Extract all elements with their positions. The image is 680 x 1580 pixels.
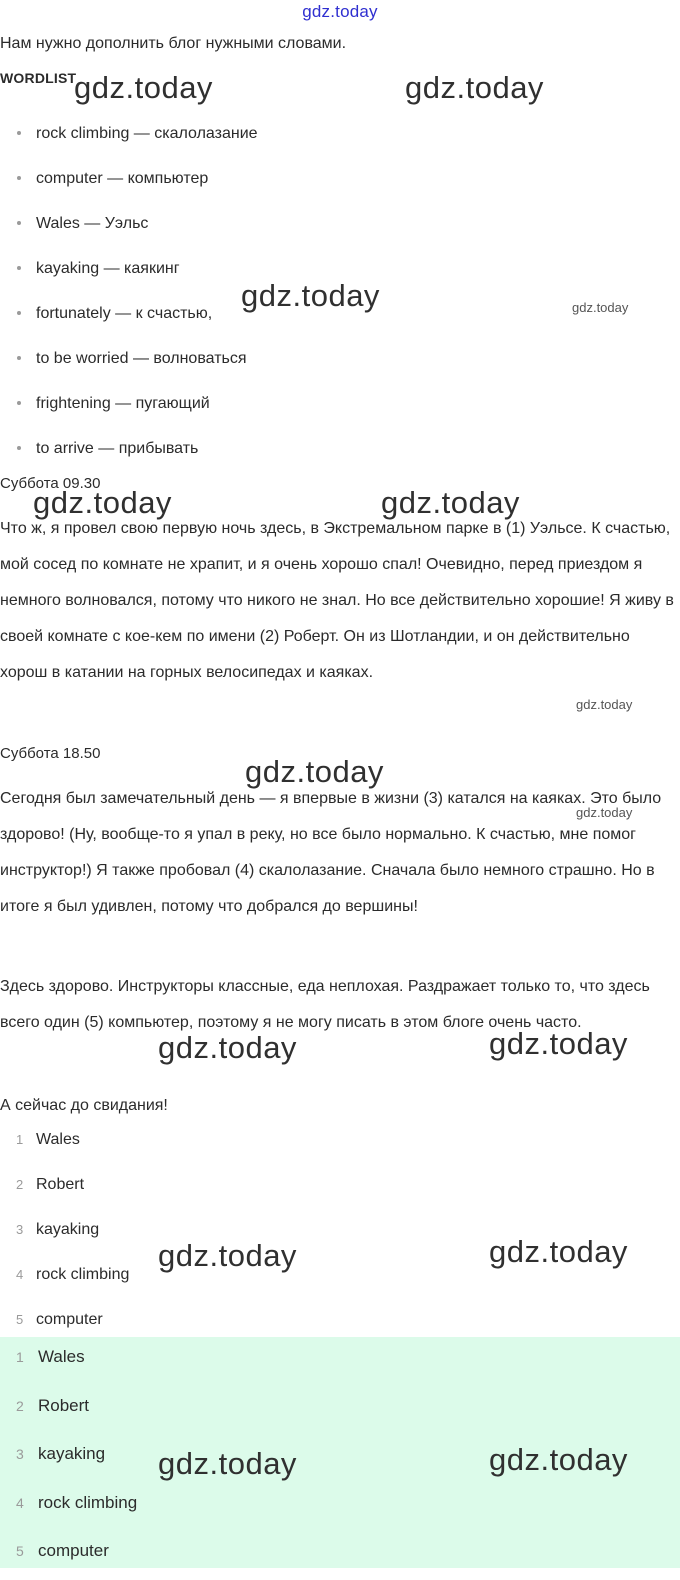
solution-number: 5 xyxy=(16,1543,24,1559)
wordlist xyxy=(0,111,258,471)
list-item xyxy=(0,1297,680,1342)
watermark: gdz.today xyxy=(489,1026,628,1061)
watermark-top: gdz.today xyxy=(302,2,378,21)
answer-number: 4 xyxy=(16,1267,24,1282)
list-item xyxy=(0,1483,680,1532)
answer-number: 3 xyxy=(16,1222,24,1237)
solution-number: 2 xyxy=(16,1397,24,1414)
solution-number: 3 xyxy=(16,1446,24,1462)
watermark: gdz.today xyxy=(489,1234,628,1269)
list-item xyxy=(0,1117,680,1162)
farewell: А сейчас до свидания! xyxy=(0,1097,168,1114)
wordlist-item: kayaking — каякинг xyxy=(0,246,258,291)
solution-text: Wales xyxy=(38,1347,85,1366)
watermark: gdz.today xyxy=(33,485,172,520)
list-item xyxy=(0,1162,680,1207)
answer-list xyxy=(0,1117,680,1342)
wordlist-item: frightening — пугающий xyxy=(0,381,258,426)
watermark: gdz.today xyxy=(489,1442,628,1477)
blog-entry-2-time: Суббота 18.50 xyxy=(0,745,101,762)
watermark: gdz.today xyxy=(74,70,213,105)
blog-entry-1-text: Что ж, я провел свою первую ночь здесь, в Экстремальном парке в (1) Уэльсе. К счастью, мой сосед по комнате не храпит, и я очень хорошо спал! Очевидно, перед приездом я немного волновался, потому что никого не знал. Но все действительно хорошие! Я живу в своей комнате с кое-кем по имени (2) Роберт. Он из Шотландии, и он действительно хорош в катании на горных велосипедах и каяках. xyxy=(0,520,674,681)
list-item xyxy=(0,1386,680,1435)
answer-text: Robert xyxy=(36,1176,85,1193)
task-intro: Нам нужно дополнить блог нужными словами. xyxy=(0,35,347,52)
wordlist-item: to arrive — прибывать xyxy=(0,426,258,471)
solution-text: rock climbing xyxy=(38,1492,138,1512)
watermark: gdz.today xyxy=(158,1030,297,1065)
watermark: gdz.today xyxy=(576,805,633,820)
watermark: gdz.today xyxy=(576,697,633,712)
watermark: gdz.today xyxy=(158,1238,297,1273)
answer-number: 1 xyxy=(16,1132,24,1147)
solution-text: kayaking xyxy=(38,1444,106,1463)
watermark: gdz.today xyxy=(241,278,380,313)
answer-number: 2 xyxy=(16,1177,24,1192)
watermark: gdz.today xyxy=(245,754,384,789)
answer-text: kayaking xyxy=(36,1221,100,1238)
watermark: gdz.today xyxy=(381,485,520,520)
answer-text: rock climbing xyxy=(36,1266,130,1283)
wordlist-item: to be worried — волноваться xyxy=(0,336,258,381)
watermark: gdz.today xyxy=(572,300,629,315)
wordlist-item: fortunately — к счастью, xyxy=(0,291,258,336)
list-item xyxy=(0,1337,680,1386)
list-item xyxy=(0,1531,680,1580)
solution-number: 4 xyxy=(16,1494,24,1511)
blog-entry-2-text-continued: Здесь здорово. Инструкторы классные, еда неплохая. Раздражает только то, что здесь всего один (5) компьютер, поэтому я не могу писать в этом блоге очень часто. xyxy=(0,978,650,1031)
watermark: gdz.today xyxy=(405,70,544,105)
wordlist-item: computer — компьютер xyxy=(0,156,258,201)
wordlist-title: WORDLIST xyxy=(0,70,77,86)
answer-number: 5 xyxy=(16,1312,24,1327)
wordlist-item: Wales — Уэльс xyxy=(0,201,258,246)
answer-text: computer xyxy=(36,1311,103,1328)
watermark: gdz.today xyxy=(158,1446,297,1481)
solution-text: computer xyxy=(38,1541,109,1560)
answer-text: Wales xyxy=(36,1131,80,1148)
solution-number: 1 xyxy=(16,1349,24,1365)
blog-entry-1-time: Суббота 09.30 xyxy=(0,475,101,492)
solution-text: Robert xyxy=(38,1395,90,1415)
blog-entry-2-text: Сегодня был замечательный день — я впервые в жизни (3) катался на каяках. Это было здорово! (Ну, вообще-то я упал в реку, но все было нормально. К счастью, мне помог инструктор!) Я также пробовал (4) скалолазание. Сначала было немного страшно. Но в итоге я был удивлен, потому что добрался до вершины! xyxy=(0,790,662,915)
wordlist-item: rock climbing — скалолазание xyxy=(0,111,258,156)
